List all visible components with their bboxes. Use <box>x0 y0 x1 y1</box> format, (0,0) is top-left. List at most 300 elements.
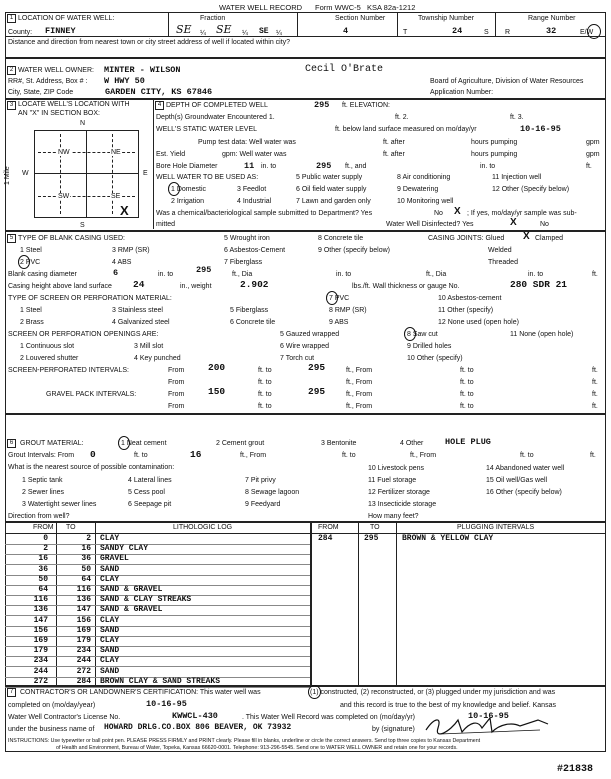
log-to[interactable]: 16 <box>81 544 91 554</box>
application-number: Application Number: <box>430 89 494 96</box>
use-4[interactable]: 4 Industrial <box>237 198 272 205</box>
opening-6[interactable]: 6 Wire wrapped <box>280 343 330 350</box>
license-value[interactable]: KWWCL-430 <box>172 711 218 721</box>
disinfected-no[interactable]: No <box>540 221 549 228</box>
section-number-2: 2 <box>7 66 16 75</box>
section-number-7: 7 <box>7 688 16 697</box>
log-desc[interactable]: CLAY <box>100 615 120 625</box>
instructions-1: INSTRUCTIONS: Use typewriter or ball point pen. PLEASE PRESS FIRMLY and PRINT clearly. Please fill in blanks, underline or circle the correct answers. Send top three copies to Kansas Department <box>8 738 481 744</box>
circle-mark-constructed <box>308 685 321 699</box>
contam-16[interactable]: 16 Other (specify below) <box>486 489 562 496</box>
perf-ft-to: ft. to <box>258 367 272 374</box>
log-from[interactable]: 147 <box>33 615 48 625</box>
circle-mark-neat-cement <box>118 436 130 450</box>
divider <box>358 521 359 685</box>
instructions-2: of Health and Environment, Bureau of Water, Topeka, Kansas 66620-0001. Telephone: 913-296-5545. Send one to WATER WELL OWNER and retain one for your records. <box>56 745 458 751</box>
log-to[interactable]: 36 <box>81 554 91 564</box>
quarter-3: ¼ <box>276 30 282 37</box>
log-row-divider <box>5 666 310 667</box>
log-to[interactable]: 64 <box>81 574 91 584</box>
plug-to-header: TO <box>370 524 380 531</box>
chemical-no[interactable]: No <box>434 210 443 217</box>
address-label: RR#, St. Address, Box # : <box>8 78 88 85</box>
cert-heading: CONTRACTOR'S OR LANDOWNER'S CERTIFICATION: This water well was <box>20 689 261 696</box>
grout-ft-to-3: ft. to <box>520 452 534 459</box>
township-label: Township Number <box>418 15 475 22</box>
log-desc[interactable]: SAND <box>100 666 120 676</box>
divider <box>95 521 96 685</box>
contam-label: What is the nearest source of possible contamination: <box>8 464 175 471</box>
fraction-2[interactable]: SE <box>216 23 232 36</box>
business-name[interactable]: HOWARD DRLG.CO.BOX 806 BEAVER, OK 73932 <box>104 723 292 732</box>
casing-2[interactable]: 2 PVC <box>20 259 41 266</box>
screen-9[interactable]: 9 ABS <box>329 319 349 326</box>
owner-name[interactable]: MINTER - WILSON <box>104 65 181 75</box>
county-value[interactable]: FINNEY <box>45 26 76 36</box>
township-s: S <box>484 29 489 36</box>
range-r: R <box>505 29 511 36</box>
log-to[interactable]: 50 <box>81 564 91 574</box>
casing-ft-dia-2: ft., Dia <box>426 271 447 278</box>
use-9[interactable]: 9 Dewatering <box>397 186 439 193</box>
opening-1[interactable]: 1 Continuous slot <box>20 343 75 350</box>
section-number-3: 3 <box>7 101 16 110</box>
opening-8[interactable]: 8 Saw cut <box>407 331 438 338</box>
divider <box>5 36 606 37</box>
distance-label: Distance and direction from nearest town or city street address of well if located within city? <box>8 39 291 46</box>
divider <box>168 12 169 36</box>
form-title: WATER WELL RECORD <box>219 3 303 12</box>
casing-5[interactable]: 5 Wrought iron <box>224 235 270 242</box>
contam-14[interactable]: 14 Abandoned water well <box>486 465 565 472</box>
log-lith-header: LITHOLOGIC LOG <box>173 524 233 531</box>
county-label: County: <box>8 29 33 36</box>
label-s: S <box>80 222 85 229</box>
record-text: . This Water Well Record was completed on (mo/day/yr) <box>242 714 415 721</box>
casing-1[interactable]: 1 Steel <box>20 247 42 254</box>
groundwater-3: ft. 3. <box>510 114 524 121</box>
divider <box>34 173 139 174</box>
log-to-header: TO <box>66 524 76 531</box>
log-desc[interactable]: CLAY <box>100 656 120 666</box>
log-to[interactable]: 116 <box>76 585 91 594</box>
log-desc[interactable]: SAND <box>100 646 120 656</box>
gravel-ft-from-2: ft., From <box>346 403 373 410</box>
log-from[interactable]: 116 <box>33 595 48 605</box>
log-from[interactable]: 64 <box>38 585 48 594</box>
perf-from-label: From <box>168 367 185 374</box>
quarter-2: ¼ <box>242 30 248 37</box>
contam-8[interactable]: 8 Sewage lagoon <box>245 489 300 496</box>
board-label: Board of Agriculture, Division of Water Resources <box>430 78 584 85</box>
casing-diam[interactable]: 6 <box>113 268 119 278</box>
casing-clamped[interactable]: Clamped <box>535 235 564 242</box>
depth-value[interactable]: 295 <box>314 100 330 110</box>
contam-12[interactable]: 12 Fertilizer storage <box>368 489 430 496</box>
grout-2[interactable]: 2 Cement grout <box>216 440 265 447</box>
township-value[interactable]: 24 <box>452 26 463 36</box>
casing-weight-label: in., weight <box>180 283 212 290</box>
casing-in-to-3: in. to <box>528 271 544 278</box>
opening-9[interactable]: 9 Drilled holes <box>407 343 452 350</box>
divider <box>60 134 61 214</box>
log-from[interactable]: 244 <box>33 666 48 676</box>
owner-address[interactable]: W HWY 50 <box>104 76 145 86</box>
log-from[interactable]: 136 <box>33 605 48 615</box>
log-from[interactable]: 16 <box>38 554 48 564</box>
business-label: under the business name of <box>8 726 95 733</box>
log-from[interactable]: 2 <box>43 544 48 554</box>
groundwater-2: ft. 2. <box>395 114 409 121</box>
plug-to[interactable]: 295 <box>364 534 379 543</box>
log-to[interactable]: 234 <box>76 646 91 656</box>
city-label: City, State, ZIP Code <box>8 89 74 96</box>
use-12[interactable]: 12 Other (Specify below) <box>492 186 570 193</box>
pump-hours: hours pumping <box>471 139 518 146</box>
divider <box>397 12 398 36</box>
gravel-ft-to-2: ft. to <box>460 391 474 398</box>
screen-6[interactable]: 6 Concrete tile <box>230 319 276 326</box>
plug-desc[interactable]: BROWN & YELLOW CLAY <box>402 534 494 543</box>
chemical-label: Was a chemical/bacteriological sample submitted to Department? Yes <box>156 210 373 217</box>
log-desc[interactable]: CLAY <box>100 574 120 584</box>
signature <box>420 712 560 738</box>
log-from[interactable]: 50 <box>38 574 48 584</box>
location-x-mark: X <box>120 203 129 218</box>
disinfected-x-mark: X <box>510 217 517 228</box>
plug-from-header: FROM <box>318 524 339 531</box>
opening-10[interactable]: 10 Other (specify) <box>407 355 463 362</box>
range-label: Range Number <box>528 15 576 22</box>
screen-8[interactable]: 8 RMP (SR) <box>329 307 367 314</box>
opening-11[interactable]: 11 None (open hole) <box>510 331 574 338</box>
true-text: and this record is true to the best of my knowledge and belief. Kansas <box>340 702 556 709</box>
grout-ft-to-2: ft. to <box>342 452 356 459</box>
grout-intervals: Grout Intervals: From <box>8 452 75 459</box>
form-number: Form WWC-5 <box>315 3 361 12</box>
log-from[interactable]: 36 <box>38 564 48 574</box>
casing-6[interactable]: 6 Asbestos-Cement <box>224 247 286 254</box>
perf-ft-to-2: ft. to <box>460 367 474 374</box>
section-number-1: 1 <box>7 14 16 23</box>
contam-13[interactable]: 13 Insecticide storage <box>368 501 437 508</box>
plug-header: PLUGGING INTERVALS <box>457 524 535 531</box>
contam-2[interactable]: 2 Sewer lines <box>22 489 65 496</box>
log-desc[interactable]: CLAY <box>100 534 120 543</box>
section-label: Section Number <box>335 15 386 22</box>
grout-ft-to: ft. to <box>134 452 148 459</box>
log-row-divider <box>5 646 310 647</box>
contam-4[interactable]: 4 Lateral lines <box>128 477 172 484</box>
screen-3[interactable]: 3 Stainless steel <box>112 307 163 314</box>
use-1[interactable]: 1 Domestic <box>171 186 207 193</box>
circle-mark-screen-pvc <box>326 291 338 305</box>
log-row-divider <box>5 626 310 627</box>
casing-7[interactable]: 7 Fiberglass <box>224 259 263 266</box>
record-date[interactable]: 10-16-95 <box>468 711 509 721</box>
log-row-divider <box>5 615 310 616</box>
casing-welded[interactable]: Welded <box>488 247 512 254</box>
bore-ft: ft. <box>586 163 592 170</box>
log-desc[interactable]: SAND & GRAVEL <box>100 585 163 594</box>
casing-diam-label: Blank casing diameter <box>8 271 77 278</box>
screen-5[interactable]: 5 Fiberglass <box>230 307 269 314</box>
log-to[interactable]: 136 <box>76 595 91 605</box>
screen-12[interactable]: 12 None used (open hole) <box>438 319 519 326</box>
opening-2[interactable]: 2 Louvered shutter <box>20 355 79 362</box>
opening-3[interactable]: 3 Mill slot <box>134 343 164 350</box>
casing-threaded[interactable]: Threaded <box>488 259 518 266</box>
signature-label: by (signature) <box>372 726 415 733</box>
contam-11[interactable]: 11 Fuel storage <box>368 477 417 484</box>
divider <box>5 685 606 687</box>
screen-1[interactable]: 1 Steel <box>20 307 42 314</box>
screen-10[interactable]: 10 Asbestos-cement <box>438 295 502 302</box>
locate-heading-2: AN "X" IN SECTION BOX: <box>18 110 100 117</box>
use-3[interactable]: 3 Feedlot <box>237 186 267 193</box>
completed-date[interactable]: 10-16-95 <box>146 699 187 709</box>
divider <box>5 413 606 415</box>
license-label: Water Well Contractor's License No. <box>8 714 121 721</box>
label-sw: SW <box>58 193 70 200</box>
casing-8[interactable]: 8 Concrete tile <box>318 235 364 242</box>
gravel-label: GRAVEL PACK INTERVALS: <box>46 391 137 398</box>
screen-7[interactable]: 7 PVC <box>329 295 350 302</box>
location-heading: LOCATION OF WATER WELL: <box>18 15 115 22</box>
log-desc[interactable]: SAND & CLAY STREAKS <box>100 595 192 605</box>
grout-ft-from: ft., From <box>240 452 267 459</box>
bore-in-to-2: in. to <box>480 163 496 170</box>
log-desc[interactable]: SANDY CLAY <box>100 544 149 554</box>
contam-3[interactable]: 3 Watertight sewer lines <box>22 501 97 508</box>
owner-city[interactable]: GARDEN CITY, KS 67846 <box>105 87 213 97</box>
static-label: WELL'S STATIC WATER LEVEL <box>156 126 258 133</box>
log-to[interactable]: 147 <box>76 605 91 615</box>
grout-other[interactable]: HOLE PLUG <box>445 437 491 447</box>
log-from[interactable]: 179 <box>33 646 48 656</box>
contam-5[interactable]: 5 Cess pool <box>128 489 165 496</box>
use-label: WELL WATER TO BE USED AS: <box>156 174 259 181</box>
circle-mark-saw-cut <box>404 327 416 341</box>
contam-6[interactable]: 6 Seepage pit <box>128 501 172 508</box>
divider <box>112 134 113 214</box>
casing-9[interactable]: 9 Other (specify below) <box>318 247 390 254</box>
log-row-divider <box>5 544 310 545</box>
gravel-ft-to-4: ft. to <box>460 403 474 410</box>
log-to[interactable]: 169 <box>76 625 91 635</box>
log-row-divider <box>5 575 310 576</box>
log-from[interactable]: 272 <box>33 676 48 686</box>
owner-extra[interactable]: Cecil O'Brate <box>305 64 384 75</box>
chemical-mitted: mitted <box>156 221 176 228</box>
divider <box>5 230 606 232</box>
gravel-ft-from: ft., From <box>346 391 373 398</box>
yield-gpm: gpm: Well water was <box>222 151 287 158</box>
log-to[interactable]: 2 <box>86 534 91 543</box>
divider <box>495 12 496 36</box>
fraction-label: Fraction <box>200 15 226 22</box>
log-to[interactable]: 179 <box>76 636 91 645</box>
log-row-divider <box>5 636 310 637</box>
casing-4[interactable]: 4 ABS <box>112 259 132 266</box>
log-row-divider <box>5 564 310 565</box>
section-number-6: 6 <box>7 439 16 448</box>
log-to[interactable]: 272 <box>76 666 91 676</box>
gravel-ft: ft. <box>592 391 598 398</box>
yield-hours: hours pumping <box>471 151 518 158</box>
section-value[interactable]: 4 <box>343 26 349 36</box>
log-from[interactable]: 0 <box>43 534 48 543</box>
casing-heading: TYPE OF BLANK CASING USED: <box>18 235 125 242</box>
screen-2[interactable]: 2 Brass <box>20 319 44 326</box>
screen-heading: TYPE OF SCREEN OR PERFORATION MATERIAL: <box>8 295 172 302</box>
direction-label: Direction from well? <box>8 513 70 520</box>
contam-7[interactable]: 7 Pit privy <box>245 477 276 484</box>
opening-7[interactable]: 7 Torch cut <box>280 355 315 362</box>
document-number: #21838 <box>557 764 594 775</box>
log-to[interactable]: 284 <box>76 676 91 686</box>
quarter-1: ¼ <box>200 30 206 37</box>
grout-from[interactable]: 0 <box>90 449 96 460</box>
casing-in-to: in. to <box>158 271 174 278</box>
log-from-header: FROM <box>33 524 54 531</box>
label-nw: NW <box>58 149 70 156</box>
casing-ft: ft. <box>592 271 598 278</box>
log-desc[interactable]: SAND & GRAVEL <box>100 605 163 615</box>
grout-1[interactable]: 1 Neat cement <box>121 440 167 447</box>
perf-to[interactable]: 295 <box>308 362 326 373</box>
log-to[interactable]: 156 <box>76 615 91 625</box>
gravel-from-label-2: From <box>168 403 185 410</box>
divider <box>297 12 298 36</box>
screen-11[interactable]: 11 Other (specify) <box>438 307 494 314</box>
log-desc[interactable]: SAND <box>100 564 120 574</box>
use-11[interactable]: 11 Injection well <box>492 174 542 181</box>
perf-ft: ft. <box>592 367 598 374</box>
casing-height-label: Casing height above land surface <box>8 283 112 290</box>
gravel-to[interactable]: 295 <box>308 386 326 397</box>
use-2[interactable]: 2 Irrigation <box>171 198 205 205</box>
bore-label: Bore Hole Diameter <box>156 163 218 170</box>
use-8[interactable]: 8 Air conditioning <box>397 174 451 181</box>
label-n: N <box>80 120 86 127</box>
grout-ft-from-2: ft., From <box>410 452 437 459</box>
bore-ft-and: ft., and <box>345 163 367 170</box>
how-many-label: How many feet? <box>368 513 419 520</box>
range-ew: E/W <box>580 29 594 36</box>
gravel-ft-to-3: ft. to <box>258 403 272 410</box>
elevation-label: ft. ELEVATION: <box>342 102 390 109</box>
grout-ft: ft. <box>590 452 596 459</box>
divider <box>396 521 397 685</box>
perf-ft-from-2: ft., From <box>346 379 373 386</box>
disinfected-label: Water Well Disinfected? Yes <box>386 221 474 228</box>
divider <box>86 130 87 218</box>
grout-heading: GROUT MATERIAL: <box>20 440 84 447</box>
label-w: W <box>22 170 29 177</box>
casing-wall-label: lbs./ft. Wall thickness or gauge No. <box>352 283 460 290</box>
log-desc[interactable]: CLAY <box>100 636 120 645</box>
chemical-x-mark: X <box>454 206 461 217</box>
section-number-4: 4 <box>155 101 164 110</box>
gravel-from-label: From <box>168 391 185 398</box>
fraction-3[interactable]: SE <box>259 27 269 36</box>
opening-5[interactable]: 5 Gauzed wrapped <box>280 331 340 338</box>
divider <box>5 57 606 59</box>
township-t: T <box>403 29 408 36</box>
contam-15[interactable]: 15 Oil well/Gas well <box>486 477 548 484</box>
static-date[interactable]: 10-16-95 <box>520 124 561 134</box>
yield-ft-after: ft. after <box>383 151 405 158</box>
perf-ft-from: ft., From <box>346 367 373 374</box>
perf-from[interactable]: 200 <box>208 362 226 373</box>
log-desc[interactable]: SAND <box>100 625 120 635</box>
pump-test-label: Pump test data: Well water was <box>198 139 296 146</box>
gravel-from[interactable]: 150 <box>208 386 226 397</box>
gravel-ft-to: ft. to <box>258 391 272 398</box>
grout-4[interactable]: 4 Other <box>400 440 424 447</box>
log-from[interactable]: 156 <box>33 625 48 635</box>
grout-3[interactable]: 3 Bentonite <box>321 440 357 447</box>
use-10[interactable]: 10 Monitoring well <box>397 198 454 205</box>
cert-text: (1) constructed, (2) reconstructed, or (3) plugged under my jurisdiction and was <box>310 689 556 696</box>
casing-diam-to[interactable]: 295 <box>196 265 212 275</box>
fraction-1[interactable]: SE <box>176 23 192 36</box>
bore-to-value[interactable]: 295 <box>316 161 332 171</box>
groundwater-label: Depth(s) Groundwater Encountered 1. <box>156 114 275 121</box>
pump-gpm: gpm <box>586 139 600 146</box>
contam-1[interactable]: 1 Septic tank <box>22 477 63 484</box>
grout-to[interactable]: 16 <box>190 449 202 460</box>
casing-3[interactable]: 3 RMP (SR) <box>112 247 150 254</box>
opening-4[interactable]: 4 Key punched <box>134 355 181 362</box>
circle-mark-domestic <box>168 182 180 196</box>
casing-height[interactable]: 24 <box>133 279 145 290</box>
casing-joints: CASING JOINTS: Glued <box>428 235 505 242</box>
log-desc[interactable]: GRAVEL <box>100 554 129 564</box>
depth-label: DEPTH OF COMPLETED WELL <box>166 102 268 109</box>
log-from[interactable]: 234 <box>33 656 48 666</box>
contam-9[interactable]: 9 Feedyard <box>245 501 281 508</box>
section-number-5: 5 <box>7 234 16 243</box>
openings-heading: SCREEN OR PERFORATION OPENINGS ARE: <box>8 331 159 338</box>
yield-label: Est. Yield <box>156 151 186 158</box>
ksa-reference: KSA 82a-1212 <box>367 3 416 12</box>
log-to[interactable]: 244 <box>76 656 91 666</box>
screen-4[interactable]: 4 Galvanized steel <box>112 319 170 326</box>
log-row-divider <box>5 656 310 657</box>
perf-ft-2: ft. <box>592 379 598 386</box>
casing-weight[interactable]: 2.902 <box>240 279 269 290</box>
perf-ft-to-4: ft. to <box>460 379 474 386</box>
log-from[interactable]: 169 <box>33 636 48 645</box>
bore-in-to: in. to <box>261 163 277 170</box>
contam-10[interactable]: 10 Livestock pens <box>368 465 425 472</box>
perf-label: SCREEN-PERFORATED INTERVALS: <box>8 367 129 374</box>
plug-from[interactable]: 284 <box>318 534 333 543</box>
glued-x-mark: X <box>523 231 530 242</box>
use-6[interactable]: 6 Oil field water supply <box>296 186 367 193</box>
mile-label: 1 Mile <box>4 166 11 185</box>
bore-value[interactable]: 11 <box>244 161 255 171</box>
casing-gauge[interactable]: 280 SDR 21 <box>510 279 568 290</box>
log-desc[interactable]: BROWN CLAY & SAND STREAKS <box>100 676 221 686</box>
use-5[interactable]: 5 Public water supply <box>296 174 363 181</box>
pump-ft-after: ft. after <box>383 139 405 146</box>
use-7[interactable]: 7 Lawn and garden only <box>296 198 371 205</box>
range-value[interactable]: 32 <box>546 26 557 36</box>
divider <box>310 521 312 685</box>
